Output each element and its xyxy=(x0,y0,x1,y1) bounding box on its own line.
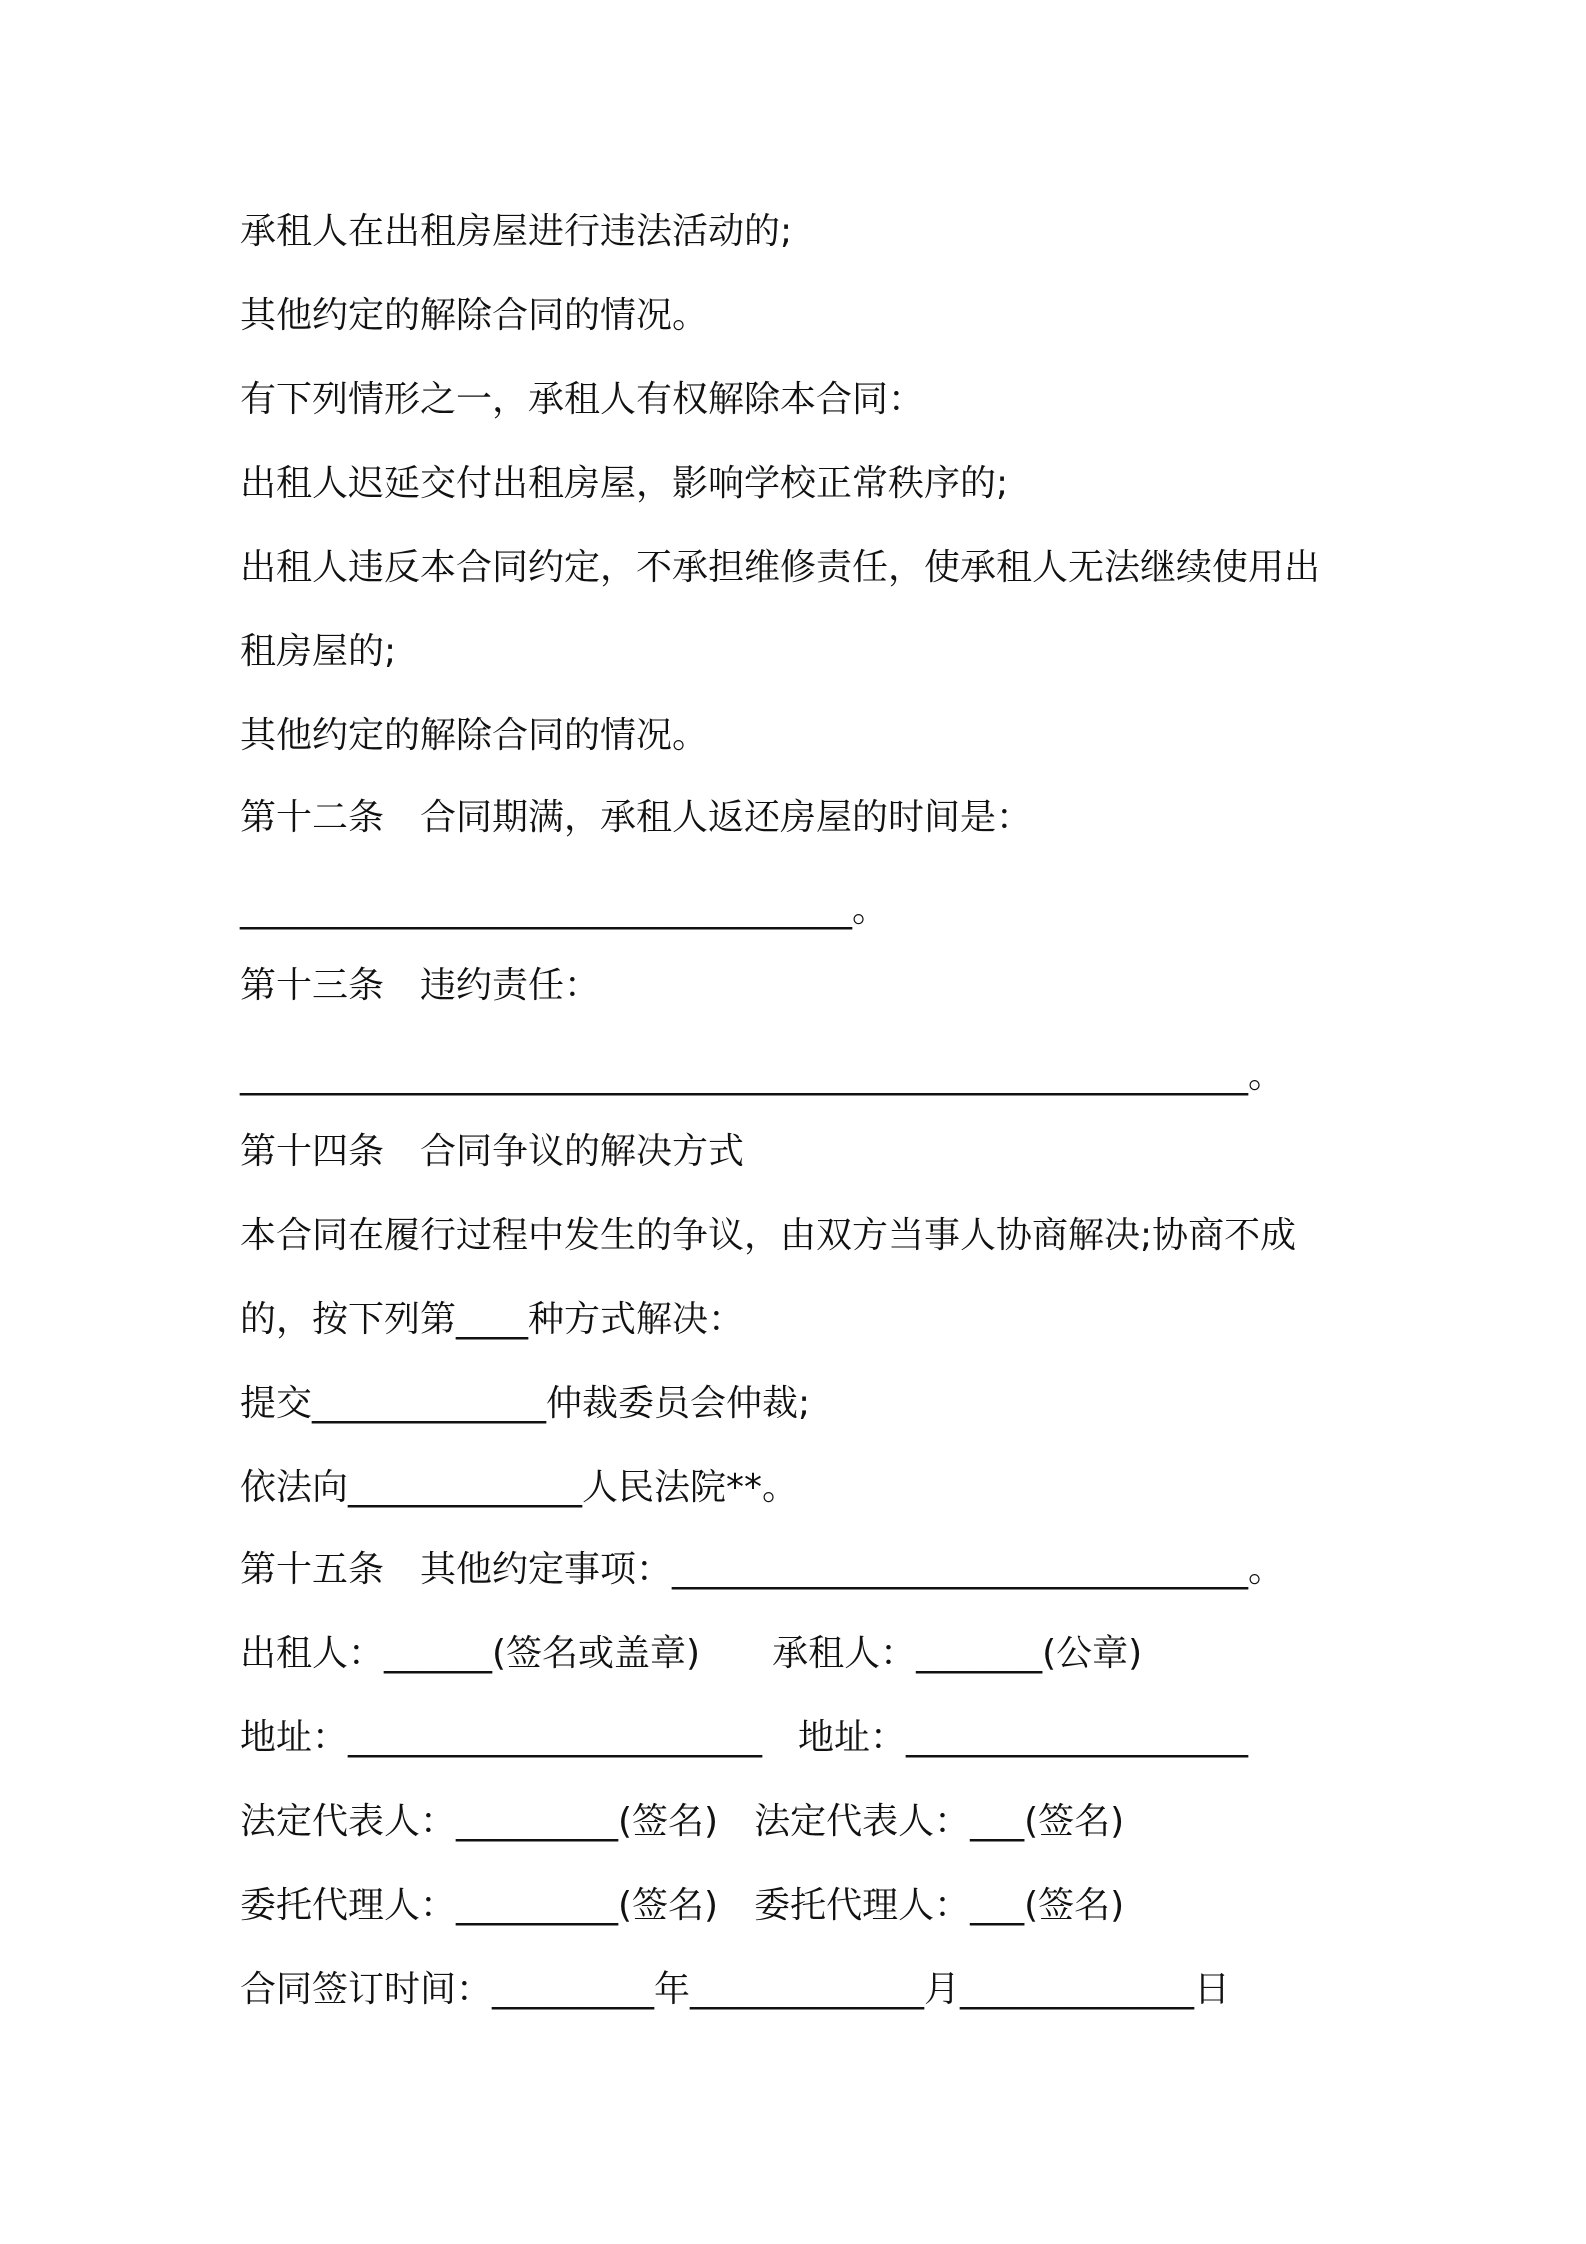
signature-lessor-lessee: 出租人：______(签名或盖章) 承租人：_______(公章) xyxy=(240,1633,1143,1674)
signature-legal-rep: 法定代表人：_________(签名) 法定代表人：___(签名) xyxy=(240,1801,1125,1842)
text-line-3: 有下列情形之一，承租人有权解除本合同： xyxy=(240,379,925,420)
article-13-blank: ________________________________________________________。 xyxy=(240,1055,1284,1096)
text-line-1: 承租人在出租房屋进行违法活动的; xyxy=(240,211,793,252)
text-line-5: 出租人违反本合同约定，不承担维修责任，使承租人无法继续使用出 xyxy=(240,547,1321,588)
text-line-2: 其他约定的解除合同的情况。 xyxy=(240,295,709,336)
text-line-6: 租房屋的; xyxy=(240,631,397,672)
text-line-13: 本合同在履行过程中发生的争议，由双方当事人协商解决;协商不成 xyxy=(240,1215,1297,1256)
signature-address: 地址：_______________________ 地址：___________________ xyxy=(240,1717,1249,1758)
article-12-heading: 第十二条 合同期满，承租人返还房屋的时间是： xyxy=(240,797,1033,838)
article-14-heading: 第十四条 合同争议的解决方式 xyxy=(240,1131,745,1172)
text-line-14: 的，按下列第____种方式解决： xyxy=(240,1299,745,1340)
text-line-16: 依法向_____________人民法院**。 xyxy=(240,1467,799,1508)
article-12-blank: __________________________________。 xyxy=(240,889,888,930)
text-line-15: 提交_____________仲裁委员会仲裁; xyxy=(240,1383,811,1424)
article-15-heading: 第十五条 其他约定事项：________________________________。 xyxy=(240,1549,1285,1590)
text-line-7: 其他约定的解除合同的情况。 xyxy=(240,715,709,756)
article-13-heading: 第十三条 违约责任： xyxy=(240,965,601,1006)
contract-date: 合同签订时间：_________年_____________月_____________日 xyxy=(240,1969,1231,2010)
signature-agent: 委托代理人：_________(签名) 委托代理人：___(签名) xyxy=(240,1885,1125,1926)
text-line-4: 出租人迟延交付出租房屋，影响学校正常秩序的; xyxy=(240,463,1009,504)
